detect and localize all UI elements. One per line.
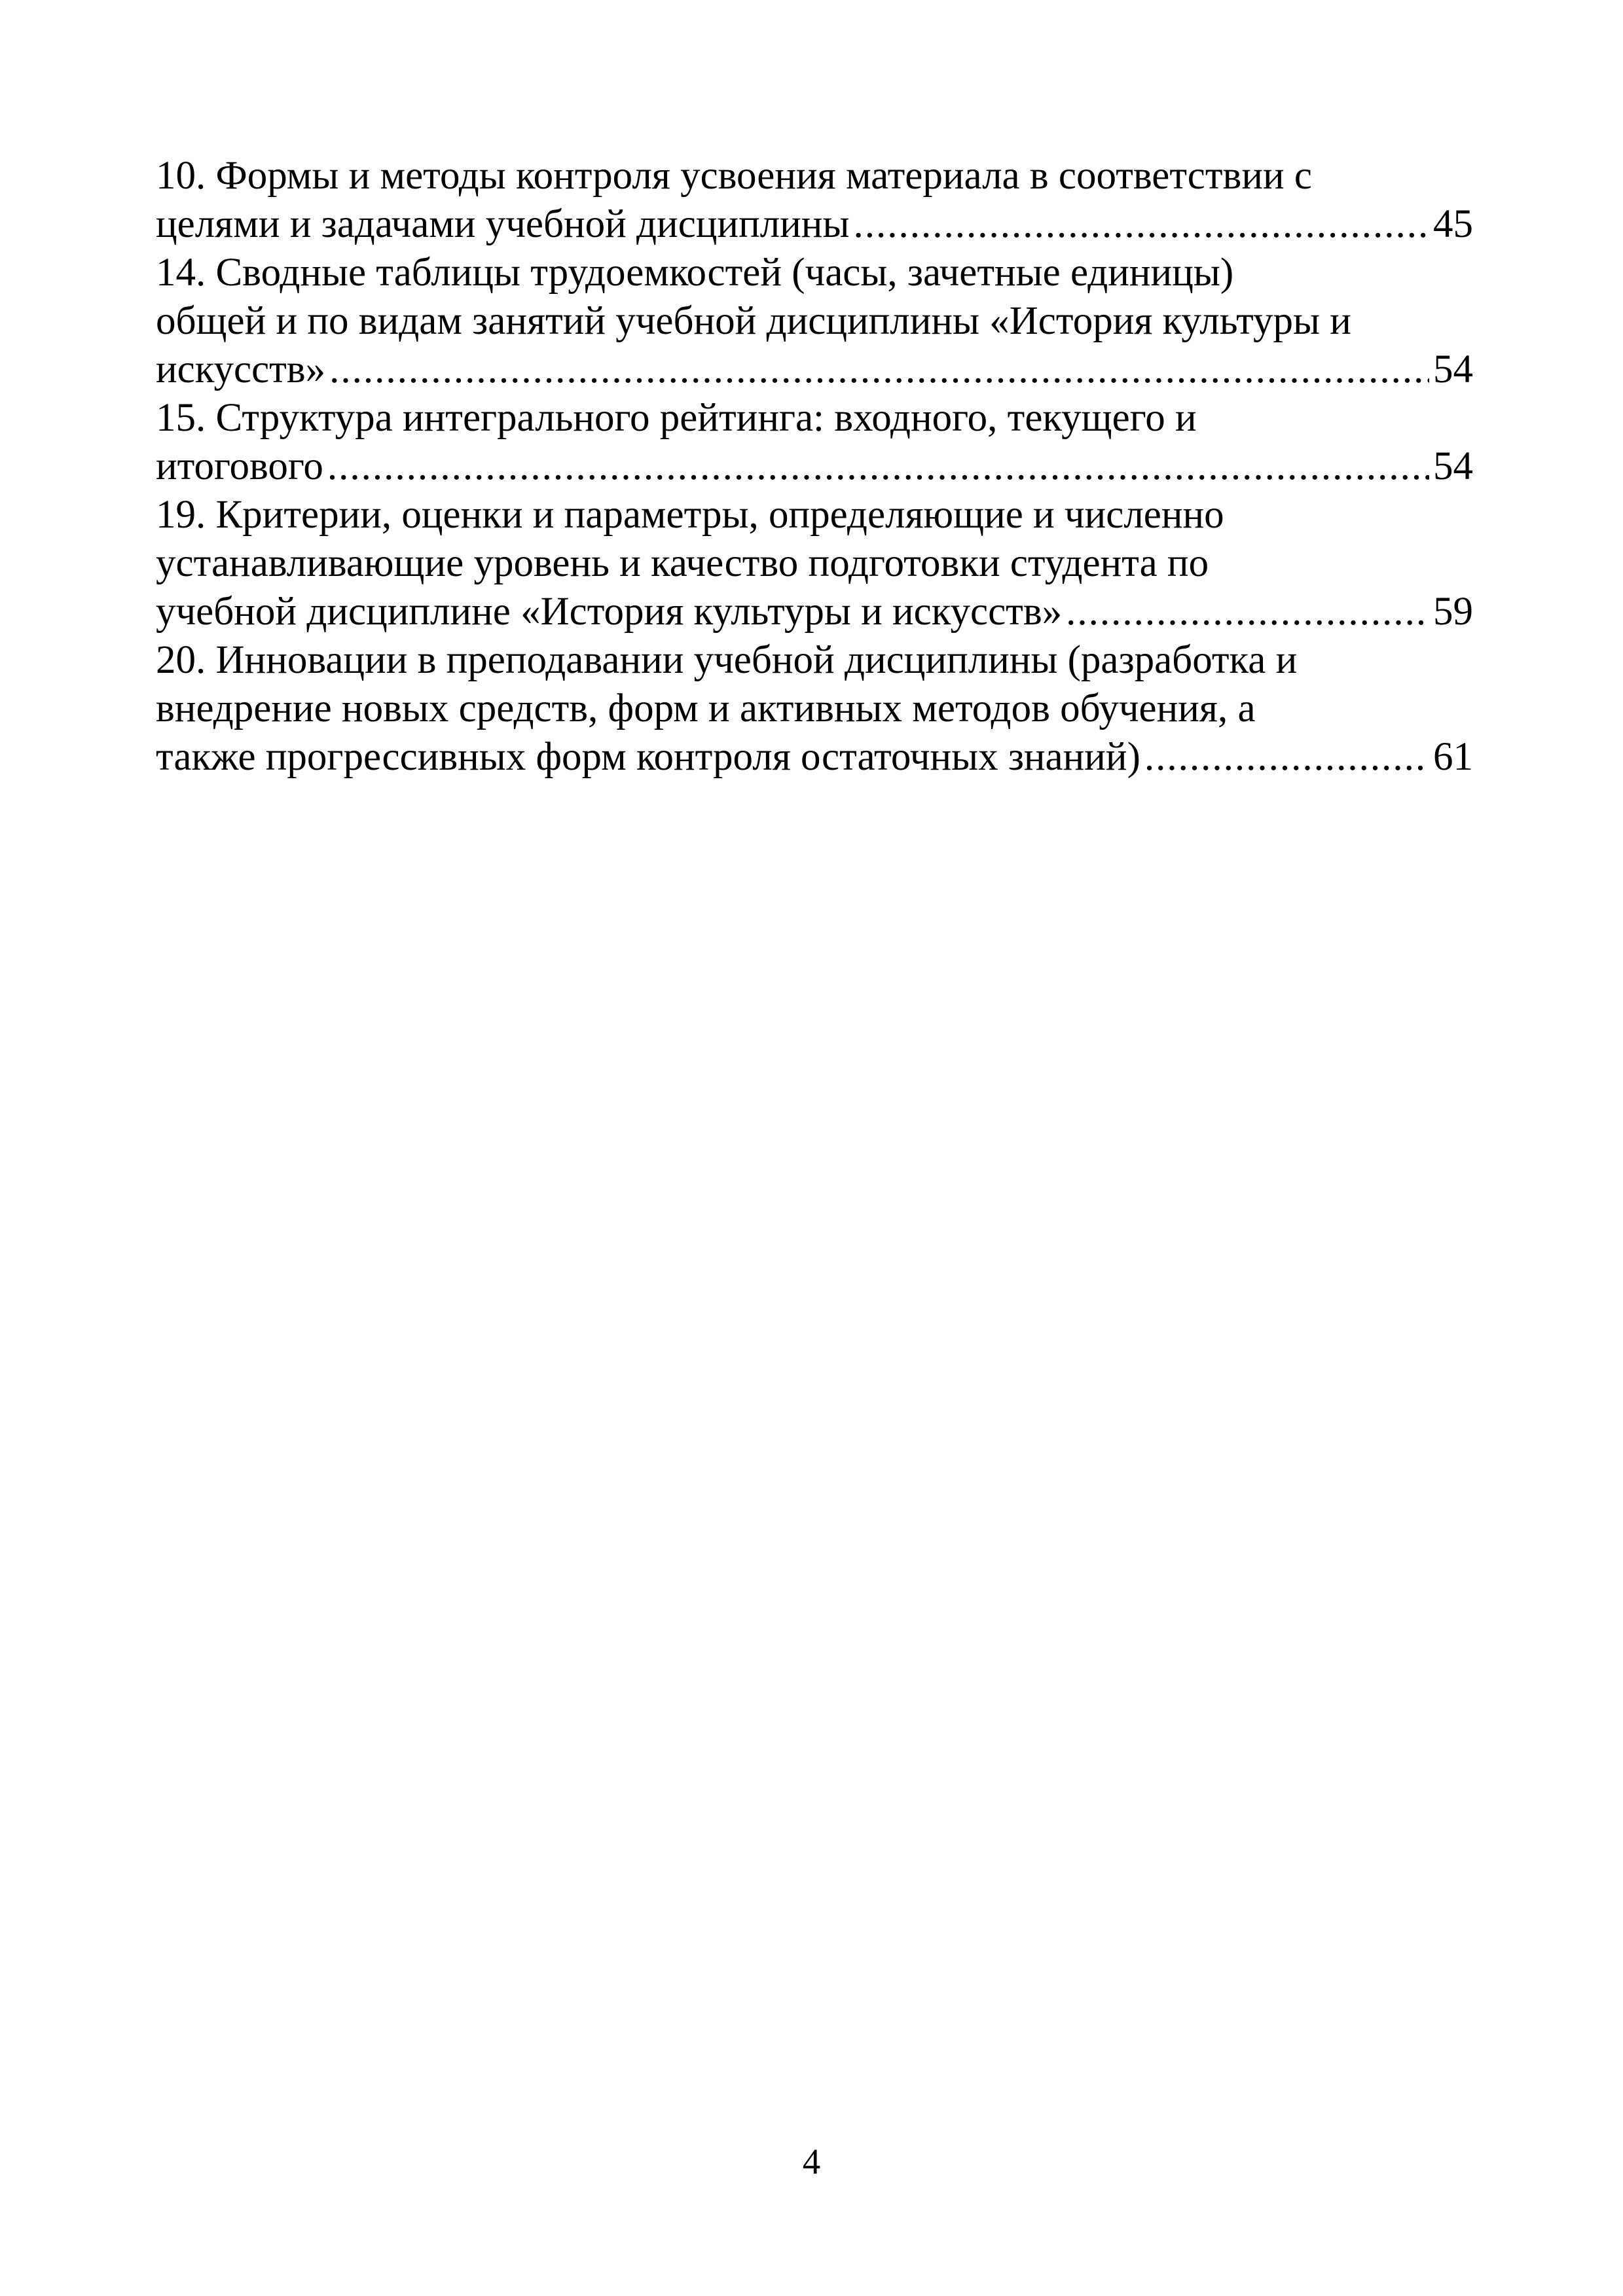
toc-entry-text: устанавливающие уровень и качество подготовки студента по bbox=[156, 541, 1209, 585]
toc-page-number: 45 bbox=[1433, 202, 1473, 246]
dot-leader bbox=[327, 442, 1429, 491]
toc-entry-last-line bbox=[156, 733, 1473, 781]
toc-entry-text: искусств» bbox=[156, 348, 326, 391]
toc-entry-last-line bbox=[156, 588, 1473, 636]
toc-entry-last-line bbox=[156, 200, 1473, 249]
toc-entry-text: учебной дисциплине «История культуры и искусств» bbox=[156, 590, 1063, 634]
toc-entry-last-line bbox=[156, 346, 1473, 394]
toc-entry-text: итогового bbox=[156, 444, 323, 488]
toc-entry-text: 19. Критерии, оценки и параметры, определяющие и численно bbox=[156, 493, 1224, 537]
toc-entry-10[interactable] bbox=[156, 152, 1473, 249]
toc-entry-text: целями и задачами учебной дисциплины bbox=[156, 202, 850, 246]
toc-page-number: 54 bbox=[1433, 444, 1473, 488]
toc-entry-last-line bbox=[156, 442, 1473, 491]
toc-entry-text: также прогрессивных форм контроля остаточных знаний) bbox=[156, 735, 1140, 779]
toc-page-number: 54 bbox=[1433, 348, 1473, 391]
dot-leader bbox=[1066, 588, 1429, 636]
dot-leader bbox=[1144, 733, 1429, 781]
toc-entry-19[interactable] bbox=[156, 491, 1473, 636]
toc-entry-20[interactable] bbox=[156, 636, 1473, 781]
dot-leader bbox=[329, 346, 1429, 394]
toc-entry-text: 15. Структура интегрального рейтинга: входного, текущего и bbox=[156, 396, 1197, 440]
toc-entry-14[interactable] bbox=[156, 249, 1473, 394]
table-of-contents bbox=[156, 152, 1473, 781]
toc-page-number: 59 bbox=[1433, 590, 1473, 634]
toc-entry-text: 14. Сводные таблицы трудоемкостей (часы, зачетные единицы) bbox=[156, 251, 1234, 295]
dot-leader bbox=[853, 200, 1429, 249]
toc-entry-text: внедрение новых средств, форм и активных методов обучения, а bbox=[156, 687, 1256, 730]
toc-page-number: 61 bbox=[1433, 735, 1473, 779]
toc-entry-text: 20. Инновации в преподавании учебной дисциплины (разработка и bbox=[156, 638, 1298, 682]
toc-entry-text: 10. Формы и методы контроля усвоения материала в соответствии с bbox=[156, 154, 1312, 198]
toc-entry-15[interactable] bbox=[156, 394, 1473, 491]
toc-entry-text: общей и по видам занятий учебной дисциплины «История культуры и bbox=[156, 299, 1351, 343]
page-number: 4 bbox=[802, 2142, 821, 2181]
